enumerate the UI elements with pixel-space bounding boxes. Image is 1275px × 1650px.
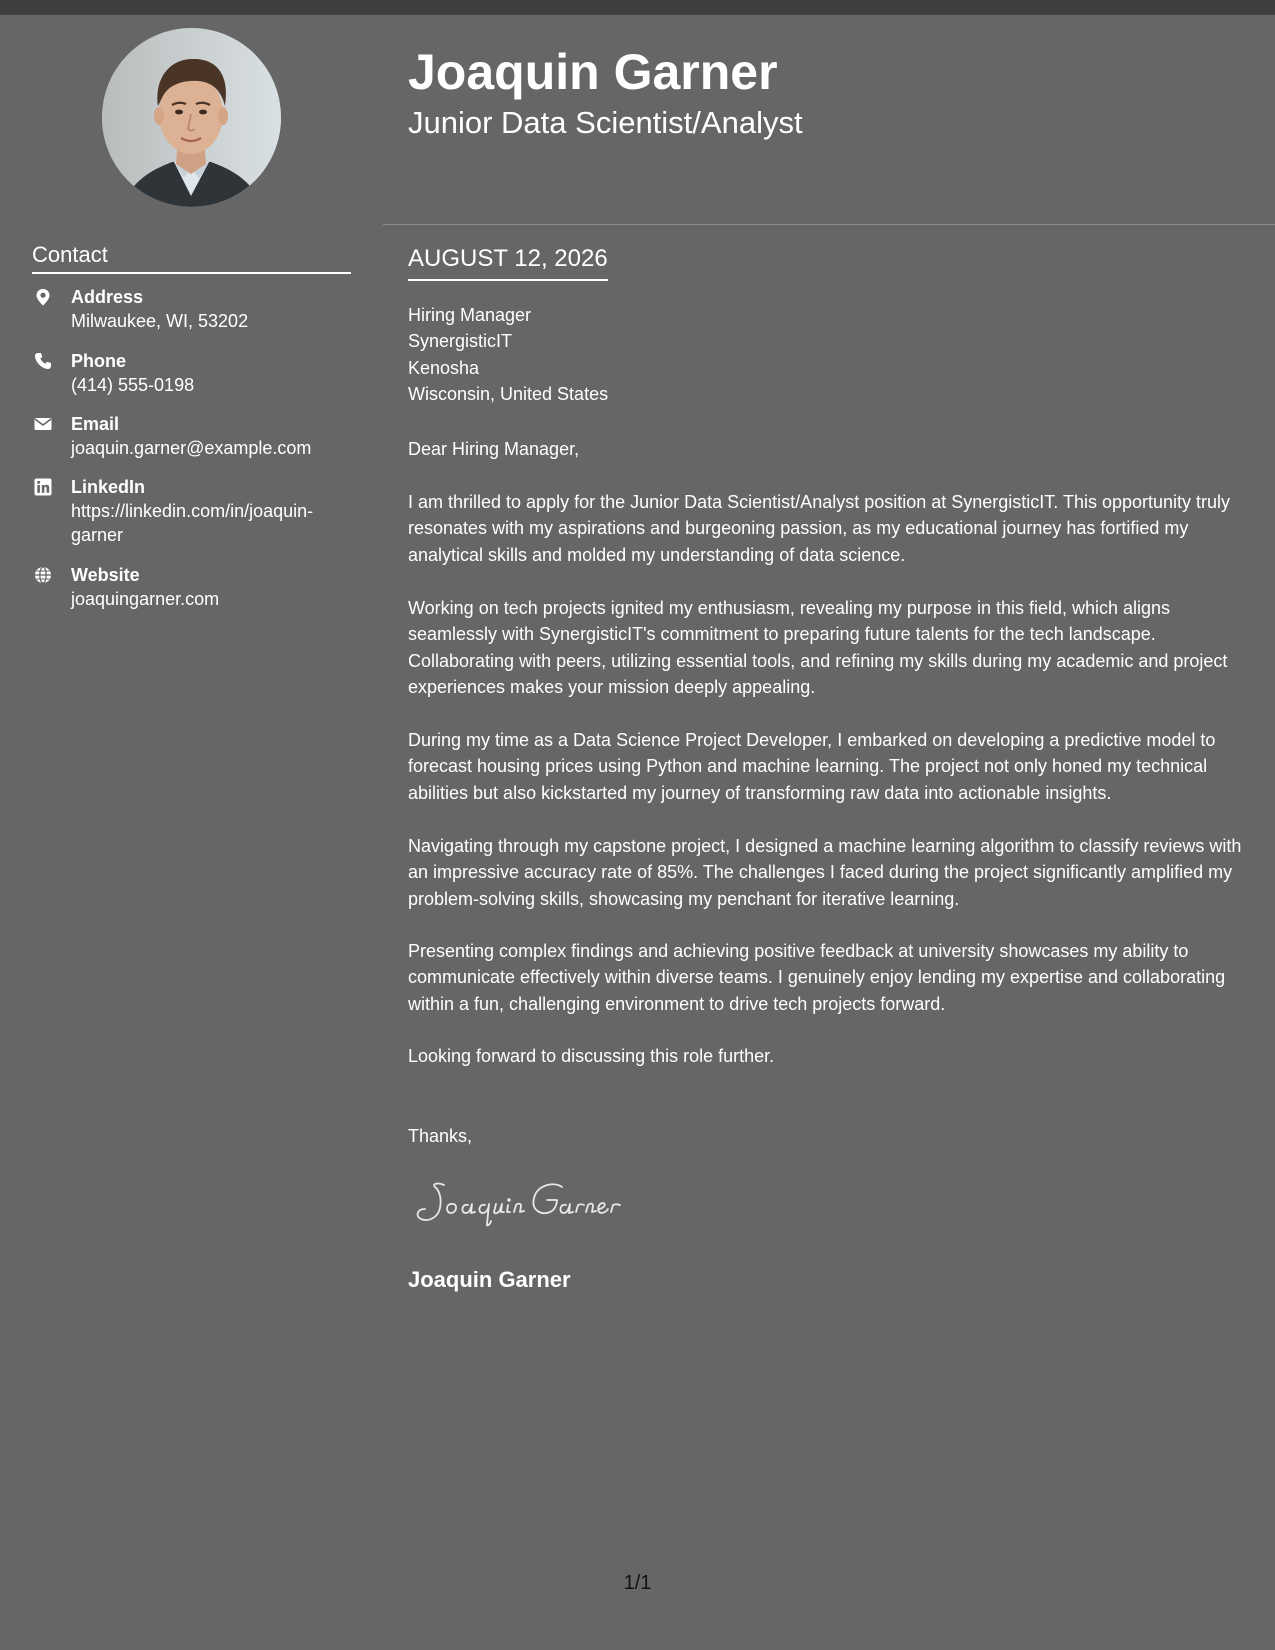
location-pin-icon [34,288,52,306]
candidate-job-title: Junior Data Scientist/Analyst [408,105,803,140]
top-bar [0,0,1275,15]
candidate-name: Joaquin Garner [408,44,778,100]
letter-paragraph: Presenting complex findings and achieving positive feedback at university showcases my ability to communicate effectively within diverse teams. I genuinely enjoy lending my expertise and collaborating within a fun, challenging environment to drive tech projects forward. [408,941,1226,1014]
contact-label: Website [71,565,140,585]
signed-name: Joaquin Garner [408,1267,571,1292]
contact-value[interactable]: joaquingarner.com [71,589,220,609]
signoff: Thanks, [408,1126,473,1146]
contact-label: Address [71,287,144,307]
letter-paragraph: Working on tech projects ignited my enthusiasm, revealing my purpose in this field, which aligns seamlessly with SynergisticIT's commitment to preparing future talents for the tech landscape. Collaborating with peers, utilizing essential tools, and refining my skills during my academic and project experiences makes your mission deeply appealing. [408,598,1228,698]
contact-heading: Contact [32,240,351,274]
linkedin-icon [34,478,52,496]
letter-date: AUGUST 12, 2026 [408,244,608,281]
contact-value: joaquin.garner@example.com [71,438,312,458]
recipient-line: Wisconsin, United States [408,384,609,405]
page-number: 1/1 [623,1572,652,1594]
letter-paragraph: I am thrilled to apply for the Junior Data Scientist/Analyst position at SynergisticIT. This opportunity truly resonates with my aspirations and burgeoning passion, as my educational journey has fortified my analytical skills and molded my understanding of data science. [408,492,1231,565]
contact-value: (414) 555-0198 [71,375,195,395]
globe-icon [34,566,52,584]
letter-paragraph: During my time as a Data Science Project Developer, I embarked on developing a predictive model to forecast housing prices using Python and machine learning. The project not only honed my technical abilities but also kickstarted my journey of transforming raw data into actionable insights. [408,730,1216,803]
letter-paragraph: Navigating through my capstone project, I designed a machine learning algorithm to classify reviews with an impressive accuracy rate of 85%. The challenges I faced during the project significantly amplified my problem-solving skills, showcasing my penchant for iterative learning. [408,836,1242,909]
envelope-icon [34,415,52,433]
contact-label: Email [71,414,120,434]
recipient-block [408,302,608,408]
salutation: Dear Hiring Manager, [408,439,580,459]
contact-value[interactable]: https://linkedin.com/in/joaquin-garner [71,501,314,545]
closing-line: Looking forward to discussing this role further. [408,1046,775,1066]
phone-icon [34,352,52,370]
profile-photo [102,28,281,207]
recipient-line: Kenosha [408,357,480,378]
recipient-line: Hiring Manager [408,305,532,325]
contact-value: Milwaukee, WI, 53202 [71,311,249,331]
contact-label: Phone [71,351,127,371]
recipient-line: SynergisticIT [408,331,513,352]
contact-label: LinkedIn [71,477,146,497]
handwritten-signature [412,1178,662,1233]
header-divider [383,224,1275,225]
